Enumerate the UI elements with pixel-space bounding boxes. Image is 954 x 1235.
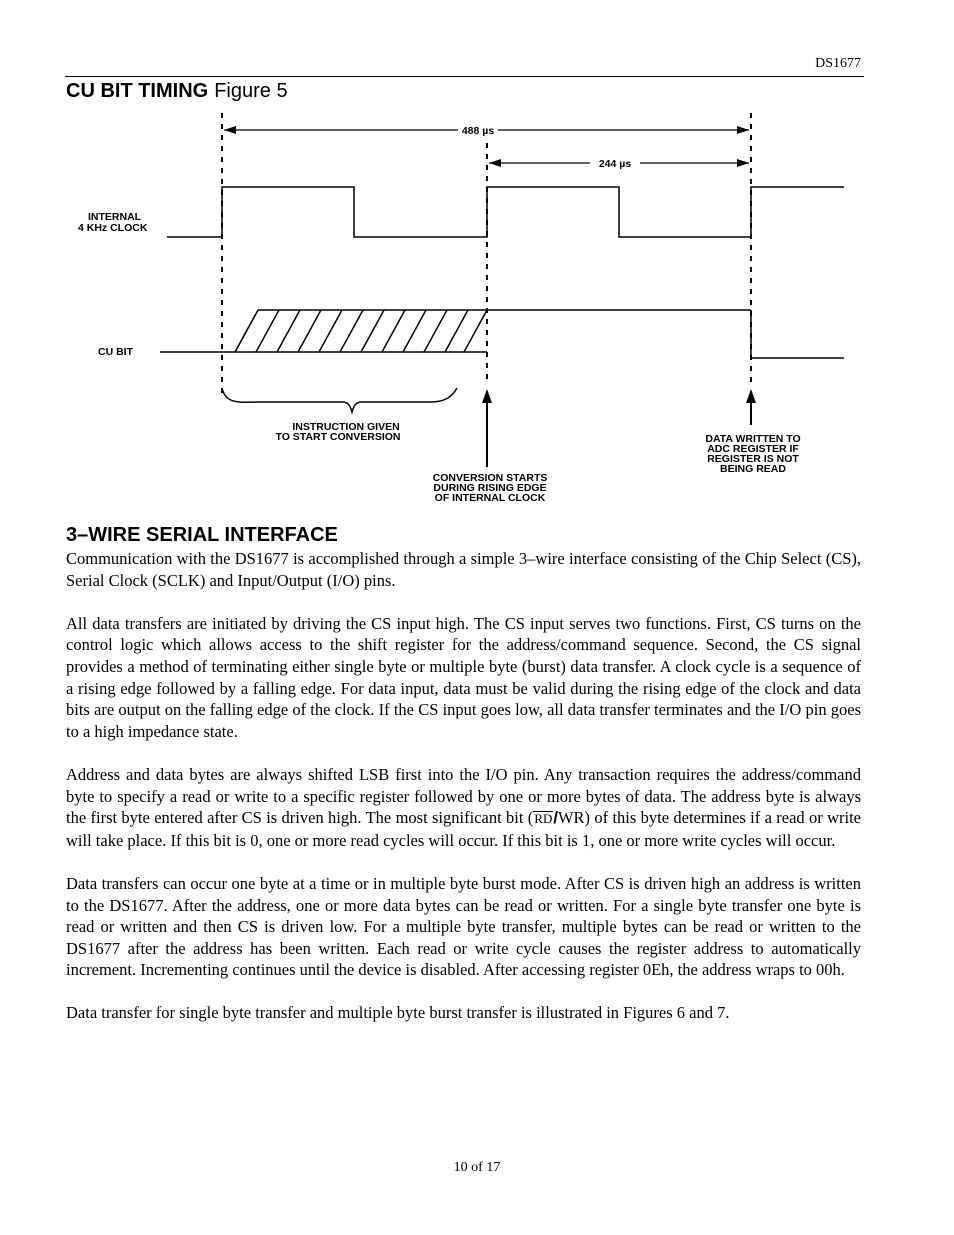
clock-waveform — [167, 187, 844, 237]
instruction-brace — [222, 388, 457, 412]
paragraph-2: All data transfers are initiated by driving the CS input high. The CS input serves two functions. First, CS turns on the control logic which allows access to the shift register for the address/command sequence. Second, the CS signal provides a method of terminating either single byte or multiple byte (burst) data transfer. A clock cycle is a sequence of a rising edge followed by a falling edge. For data input, data must be valid during the rising edge of the clock and data bits are output on the falling edge of the clock. If the CS input goes low, all data transfer terminates and the I/O pin goes to a high impedance state. — [66, 613, 861, 741]
cu-bit-waveform — [751, 310, 844, 358]
data-written-label-line3: REGISTER IS NOT — [707, 453, 799, 465]
figure-number: Figure 5 — [214, 80, 288, 102]
data-written-label-line1: DATA WRITTEN TO — [705, 433, 801, 445]
paragraph-5: Data transfer for single byte transfer and multiple byte burst transfer is illustrated in Figures 6 and 7. — [66, 1003, 730, 1023]
paragraph-3 — [66, 764, 861, 851]
paragraph-3-part-a: Address and data bytes are always shifted LSB first into the I/O pin. Any transaction requires the address/command byte to specify a read or write to a specific register followed by one or more bytes of data. The address byte is always the first byte entered after CS is driven high. The most significant bit ( — [66, 764, 861, 828]
data-written-label-line4: BEING READ — [720, 463, 786, 475]
label-488: 488 µs — [461, 125, 495, 137]
header-rule — [65, 76, 864, 77]
arrowhead-left — [224, 126, 236, 134]
paragraph-3-part-b: WR) of this byte determines if a read or write will take place. If this bit is 0, one or more read cycles will occur. If this bit is 1, one or more write cycles will occur. — [66, 808, 861, 850]
conversion-label-line3: OF INTERNAL CLOCK — [434, 492, 546, 504]
data-written-label-line2: ADC REGISTER IF — [707, 443, 799, 455]
paragraph-4: Data transfers can occur one byte at a time or in multiple byte burst mode. After CS is driven high an address is written to the DS1677. After the address, one or more data bytes can be read or written. For a single byte transfer one byte is read or written and then CS is driven low. For a multiple byte transfer, multiple bytes can be read or written to the DS1677 after the address has been written. Each read or write cycle causes the register address to automatically increment. Incrementing continues until the device is disabled. After accessing register 0Eh, the address wraps to 00h. — [66, 873, 861, 980]
figure-title-bold: CU BIT TIMING — [66, 80, 209, 102]
figure-title — [66, 80, 288, 103]
rd-wr-slash: / — [553, 809, 558, 828]
page-number: 10 of 17 — [453, 1160, 501, 1175]
cu-bit-label: CU BIT — [98, 346, 133, 358]
arrowhead-right — [737, 126, 749, 134]
rd-overbar-text: RD — [534, 811, 553, 827]
cu-bit-timing-diagram — [60, 105, 860, 510]
label-244: 244 µs — [598, 158, 632, 170]
document-id: DS1677 — [815, 56, 861, 71]
instruction-label-line1: INSTRUCTION GIVEN — [292, 421, 400, 433]
instruction-label-line2: TO START CONVERSION — [275, 431, 401, 443]
section-title: 3–WIRE SERIAL INTERFACE — [66, 524, 338, 546]
cu-bit-hatched-region — [235, 310, 751, 352]
conversion-label-line1: CONVERSION STARTS — [432, 472, 548, 484]
conversion-label-line2: DURING RISING EDGE — [433, 482, 547, 494]
clock-label-line1: INTERNAL — [88, 211, 142, 223]
section-body — [66, 548, 861, 1046]
paragraph-1: Communication with the DS1677 is accomplished through a simple 3–wire interface consisting of the Chip Select (CS), Serial Clock (SCLK) and Input/Output (I/O) pins. — [66, 549, 861, 590]
clock-label-line2: 4 KHz CLOCK — [78, 222, 148, 234]
